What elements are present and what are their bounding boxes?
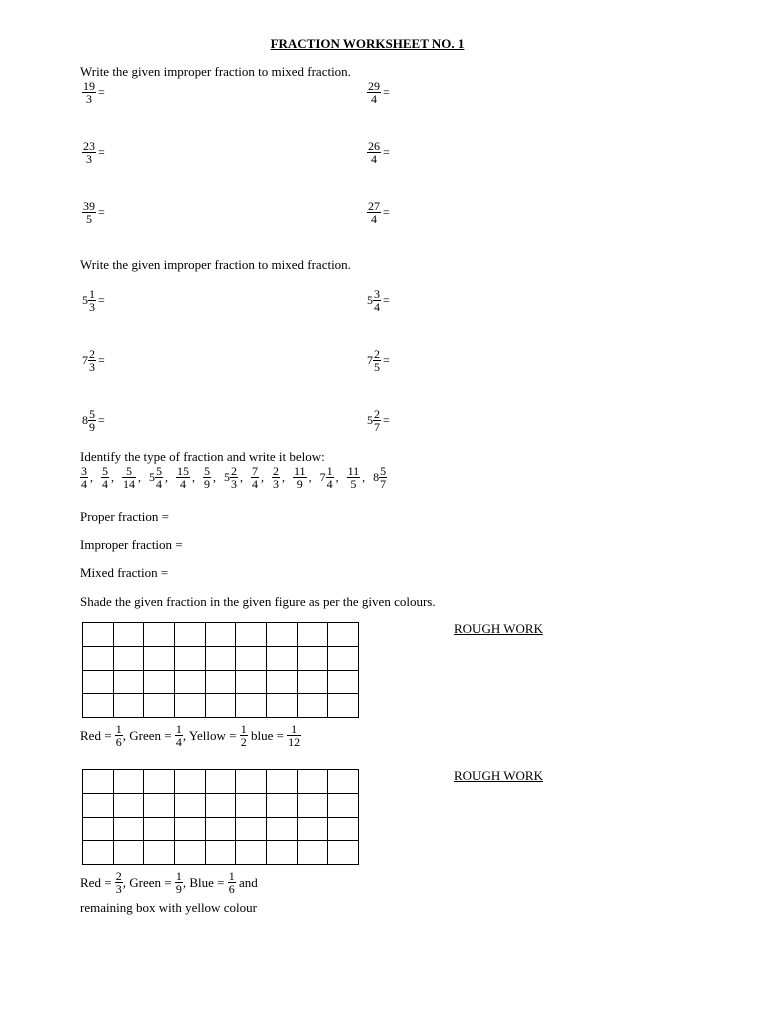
grid-row: [83, 670, 359, 694]
comma: ,: [90, 470, 93, 484]
grid-cell: [328, 817, 359, 841]
denominator: 3: [86, 92, 92, 106]
fraction-item: [149, 465, 163, 490]
grid-row: [83, 623, 359, 647]
grid-cell: [113, 770, 144, 794]
grid-cell: [113, 793, 144, 817]
fraction-item: [347, 465, 361, 490]
equals-sign: =: [98, 353, 105, 367]
denominator: 3: [115, 882, 122, 896]
section3-instruction: Identify the type of fraction and write it below:: [80, 449, 325, 464]
problem-2-2: [367, 288, 390, 313]
numerator: 2: [89, 347, 95, 361]
problem-1-3: [82, 140, 105, 165]
grid-cell: [205, 841, 236, 865]
remaining-yellow-instruction: remaining box with yellow colour: [80, 900, 257, 915]
grid-cell: [297, 670, 328, 694]
comma: ,: [192, 470, 195, 484]
denominator: 4: [371, 212, 377, 226]
grid-cell: [266, 817, 297, 841]
grid-row: [83, 817, 359, 841]
numerator: 5: [89, 407, 95, 421]
grid-cell: [83, 670, 114, 694]
equals-sign: =: [98, 293, 105, 307]
numerator: 1: [175, 722, 182, 736]
grid-row: [83, 770, 359, 794]
grid-cell: [113, 646, 144, 670]
fraction-item: [224, 465, 238, 490]
grid-cell: [83, 694, 114, 718]
grid-cell: [174, 694, 205, 718]
fraction-item: [203, 465, 211, 490]
denominator: 4: [180, 477, 186, 491]
denominator: 4: [252, 477, 258, 491]
worksheet-title: FRACTION WORKSHEET NO. 1: [270, 36, 465, 51]
numerator: 5: [204, 464, 210, 478]
equals-sign: =: [98, 85, 105, 99]
denominator: 4: [374, 300, 380, 314]
mixed-fraction-label: Mixed fraction =: [80, 565, 169, 580]
denominator: 3: [89, 300, 95, 314]
grid-row: [83, 841, 359, 865]
grid-cell: [174, 670, 205, 694]
denominator: 4: [102, 477, 108, 491]
numerator: 2: [374, 347, 380, 361]
numerator: 26: [368, 139, 380, 153]
numerator: 27: [368, 199, 380, 213]
numerator: 3: [374, 287, 380, 301]
fraction-item: [272, 465, 280, 490]
improper-fraction-label: Improper fraction =: [80, 537, 183, 552]
fraction-item: [293, 465, 307, 490]
grid-cell: [266, 793, 297, 817]
numerator: 2: [273, 464, 279, 478]
grid-cell: [174, 793, 205, 817]
fraction-type-list: [80, 465, 387, 490]
fraction-item: [101, 465, 109, 490]
grid-cell: [174, 841, 205, 865]
fraction-item: [320, 465, 334, 490]
denominator: 9: [204, 477, 210, 491]
grid-cell: [205, 646, 236, 670]
grid-cell: [236, 694, 267, 718]
grid-cell: [297, 623, 328, 647]
numerator: 1: [175, 869, 182, 883]
grid-cell: [328, 770, 359, 794]
grid-cell: [236, 793, 267, 817]
grid-cell: [266, 694, 297, 718]
grid-cell: [144, 623, 175, 647]
grid-cell: [236, 841, 267, 865]
grid-cell: [83, 841, 114, 865]
grid-cell: [297, 793, 328, 817]
fraction-item: [176, 465, 190, 490]
problem-2-1: [82, 288, 105, 313]
comma: ,: [308, 470, 312, 484]
comma: ,: [261, 470, 264, 484]
denominator: 9: [175, 882, 182, 896]
grid-cell: [113, 623, 144, 647]
grid-row: [83, 646, 359, 670]
equals-sign: =: [98, 145, 105, 159]
grid-cell: [266, 770, 297, 794]
problem-1-1: [82, 80, 105, 105]
grid-cell: [297, 770, 328, 794]
colour-legend-1: [80, 723, 301, 748]
numerator: 11: [294, 464, 306, 478]
denominator: 9: [296, 477, 303, 491]
yellow-label: , Yellow =: [182, 727, 237, 743]
denominator: 6: [115, 735, 122, 749]
blue-label: , Blue =: [182, 874, 225, 890]
grid-cell: [83, 623, 114, 647]
green-label: , Green =: [122, 874, 172, 890]
grid-cell: [236, 770, 267, 794]
equals-sign: =: [383, 85, 390, 99]
grid-cell: [328, 646, 359, 670]
numerator: 1: [228, 869, 235, 883]
problem-2-5: [82, 408, 105, 433]
grid-cell: [297, 694, 328, 718]
grid-cell: [174, 646, 205, 670]
grid-cell: [144, 793, 175, 817]
grid-cell: [205, 817, 236, 841]
equals-sign: =: [383, 205, 390, 219]
grid-cell: [83, 770, 114, 794]
numerator: 5: [122, 465, 136, 478]
green-label: , Green =: [122, 727, 172, 743]
whole-number: 5: [149, 470, 155, 484]
comma: ,: [240, 470, 243, 484]
shading-grid-1: [82, 622, 359, 718]
blue-label: blue =: [250, 727, 284, 743]
problem-2-4: [367, 348, 390, 373]
fraction-item: [80, 465, 88, 490]
grid-cell: [328, 670, 359, 694]
comma: ,: [165, 470, 168, 484]
denominator: 14: [123, 477, 135, 491]
numerator: 1: [240, 722, 247, 736]
problem-1-2: [367, 80, 390, 105]
denominator: 4: [175, 735, 182, 749]
grid-cell: [113, 841, 144, 865]
fraction-item: [373, 465, 387, 490]
grid-cell: [328, 793, 359, 817]
whole-number: 5: [367, 413, 373, 427]
grid-cell: [113, 670, 144, 694]
grid-cell: [174, 817, 205, 841]
denominator: 3: [273, 477, 279, 491]
grid-cell: [236, 817, 267, 841]
denominator: 5: [350, 477, 357, 491]
denominator: 7: [380, 477, 387, 491]
grid-cell: [113, 817, 144, 841]
numerator: 23: [83, 139, 95, 153]
shading-grid-2: [82, 769, 359, 865]
numerator: 1: [287, 723, 301, 736]
grid-cell: [236, 623, 267, 647]
proper-fraction-label: Proper fraction =: [80, 509, 169, 524]
numerator: 2: [374, 407, 380, 421]
whole-number: 5: [367, 293, 373, 307]
denominator: 6: [228, 882, 235, 896]
grid-cell: [144, 770, 175, 794]
denominator: 5: [86, 212, 92, 226]
numerator: 1: [89, 287, 95, 301]
grid-cell: [113, 694, 144, 718]
grid-cell: [297, 817, 328, 841]
problem-2-3: [82, 348, 105, 373]
denominator: 4: [371, 152, 377, 166]
numerator: 5: [156, 464, 162, 478]
grid-cell: [174, 623, 205, 647]
grid-cell: [144, 646, 175, 670]
grid-cell: [144, 817, 175, 841]
numerator: 5: [102, 464, 108, 478]
comma: ,: [138, 470, 141, 484]
comma: ,: [282, 470, 285, 484]
numerator: 1: [115, 722, 122, 736]
grid-cell: [297, 646, 328, 670]
grid-cell: [144, 841, 175, 865]
colour-legend-2: [80, 870, 258, 895]
numerator: 29: [368, 79, 380, 93]
numerator: 7: [252, 464, 258, 478]
grid-cell: [83, 817, 114, 841]
red-label: Red =: [80, 874, 112, 890]
denominator: 2: [240, 735, 247, 749]
grid-cell: [236, 670, 267, 694]
rough-work-label-2: ROUGH WORK: [454, 768, 543, 783]
fraction-item: [251, 465, 259, 490]
grid-cell: [205, 623, 236, 647]
grid-cell: [83, 646, 114, 670]
denominator: 7: [374, 420, 380, 434]
section2-instruction: Write the given improper fraction to mixed fraction.: [80, 257, 351, 272]
fraction-item: [122, 465, 136, 490]
equals-sign: =: [383, 293, 390, 307]
grid-row: [83, 793, 359, 817]
comma: ,: [213, 470, 216, 484]
denominator: 4: [156, 477, 162, 491]
denominator: 3: [86, 152, 92, 166]
whole-number: 5: [82, 293, 88, 307]
comma: ,: [111, 470, 114, 484]
grid-cell: [236, 646, 267, 670]
grid-cell: [144, 670, 175, 694]
denominator: 4: [326, 477, 333, 491]
equals-sign: =: [383, 413, 390, 427]
numerator: 1: [326, 464, 333, 478]
numerator: 11: [347, 464, 360, 478]
equals-sign: =: [98, 205, 105, 219]
whole-number: 8: [373, 470, 380, 484]
whole-number: 7: [82, 353, 88, 367]
numerator: 2: [115, 869, 122, 883]
section4-instruction: Shade the given fraction in the given figure as per the given colours.: [80, 594, 436, 609]
whole-number: 8: [82, 413, 88, 427]
red-label: Red =: [80, 727, 112, 743]
grid-cell: [266, 646, 297, 670]
grid-cell: [266, 670, 297, 694]
grid-cell: [297, 841, 328, 865]
denominator: 3: [89, 360, 95, 374]
section1-instruction: Write the given improper fraction to mixed fraction.: [80, 64, 351, 79]
problem-1-5: [82, 200, 105, 225]
problem-1-6: [367, 200, 390, 225]
denominator: 3: [231, 477, 237, 491]
grid-cell: [144, 694, 175, 718]
and-label: and: [239, 874, 258, 890]
grid-cell: [174, 770, 205, 794]
grid-cell: [266, 623, 297, 647]
grid-cell: [83, 793, 114, 817]
equals-sign: =: [383, 145, 390, 159]
grid-row: [83, 694, 359, 718]
whole-number: 7: [319, 470, 326, 484]
equals-sign: =: [98, 413, 105, 427]
rough-work-label-1: ROUGH WORK: [454, 621, 543, 636]
numerator: 15: [177, 464, 189, 478]
denominator: 12: [288, 735, 301, 749]
grid-cell: [205, 793, 236, 817]
grid-cell: [328, 623, 359, 647]
denominator: 9: [89, 420, 95, 434]
comma: ,: [362, 470, 366, 484]
problem-2-6: [367, 408, 390, 433]
grid-cell: [328, 694, 359, 718]
grid-cell: [205, 670, 236, 694]
equals-sign: =: [383, 353, 390, 367]
grid-cell: [266, 841, 297, 865]
numerator: 2: [231, 464, 237, 478]
grid-cell: [205, 694, 236, 718]
whole-number: 7: [367, 353, 373, 367]
whole-number: 5: [224, 470, 230, 484]
denominator: 5: [374, 360, 380, 374]
grid-cell: [205, 770, 236, 794]
numerator: 19: [83, 79, 95, 93]
problem-1-4: [367, 140, 390, 165]
comma: ,: [335, 470, 339, 484]
numerator: 3: [81, 464, 87, 478]
grid-cell: [328, 841, 359, 865]
denominator: 4: [371, 92, 377, 106]
numerator: 39: [83, 199, 95, 213]
numerator: 5: [380, 464, 387, 478]
denominator: 4: [81, 477, 87, 491]
